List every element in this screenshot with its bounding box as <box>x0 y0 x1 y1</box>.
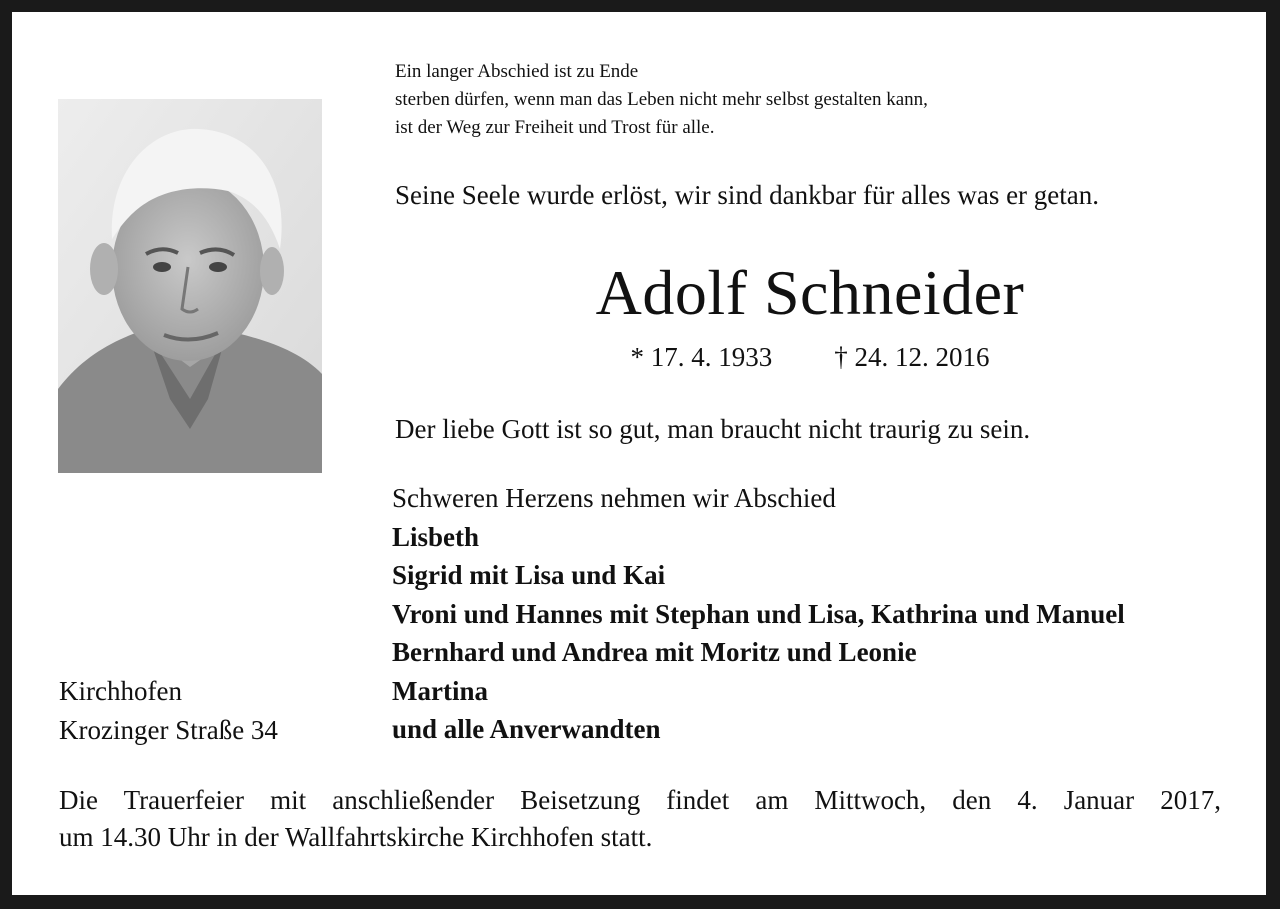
service-line: um 14.30 Uhr in der Wallfahrtskirche Kirchhofen statt. <box>59 822 653 852</box>
mourners-block <box>392 479 1125 749</box>
funeral-service-notice <box>59 782 1221 856</box>
address-block <box>59 672 278 749</box>
mourner: Lisbeth <box>392 521 480 552</box>
mourner: Martina <box>392 675 488 706</box>
obituary-card <box>12 12 1266 895</box>
life-dates <box>382 342 1238 373</box>
verse-line: ist der Weg zur Freiheit und Trost für alle. <box>395 117 715 138</box>
mourner: Sigrid mit Lisa und Kai <box>392 560 666 590</box>
verse <box>395 58 928 142</box>
deceased-name: Adolf Schneider <box>595 257 1025 328</box>
god-line: Der liebe Gott ist so gut, man braucht nicht traurig zu sein. <box>395 414 1031 444</box>
portrait-image <box>58 99 322 473</box>
mourner: und alle Anverwandten <box>392 714 661 744</box>
verse-line: sterben dürfen, wenn man das Leben nicht mehr selbst gestalten kann, <box>395 89 928 110</box>
service-line: Die Trauerfeier mit anschließender Beisetzung findet am Mittwoch, den 4. Januar 2017, <box>59 785 1221 815</box>
address-town: Kirchhofen <box>59 676 182 706</box>
portrait-photo <box>58 99 322 473</box>
address-street: Krozinger Straße 34 <box>59 714 278 745</box>
mourner: Bernhard und Andrea mit Moritz und Leonie <box>392 637 917 667</box>
death-date: † 24. 12. 2016 <box>834 342 990 372</box>
birth-date: * 17. 4. 1933 <box>630 342 773 372</box>
verse-line: Ein langer Abschied ist zu Ende <box>395 61 639 82</box>
mourner: Vroni und Hannes mit Stephan und Lisa, Kathrina und Manuel <box>392 598 1125 629</box>
soul-line: Seine Seele wurde erlöst, wir sind dankbar für alles was er getan. <box>395 180 1100 210</box>
mourners-intro: Schweren Herzens nehmen wir Abschied <box>392 483 836 513</box>
